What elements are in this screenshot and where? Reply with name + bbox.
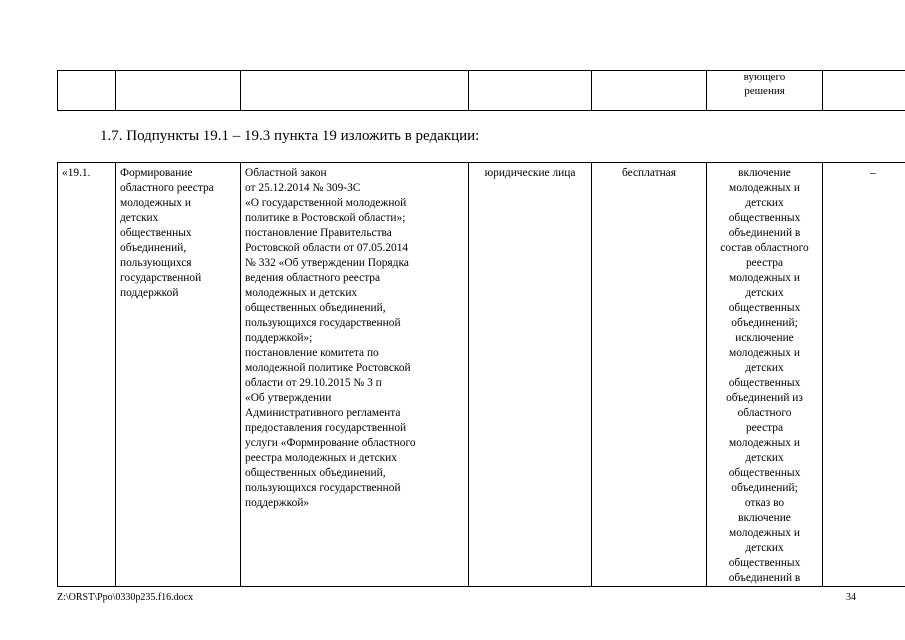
legal-basis: Областной закон от 25.12.2014 № 309-ЗС «О государственной молодежной политике в Ростовской области»; постановление Правительства Ростовской области от 07.05.2014 № 332 «Об утверждении Порядка ведения областного реестра молодежных и детских общественных объединений, пользующихся государственной поддержкой»; постановление комитета по молодежной политике Ростовской области от 29.10.2015 № 3 п «Об утверждении Административного регламента предоставления государственной услуги «Формирование областного реестра молодежных и детских общественных объединений, пользующихся государственной поддержкой» (241, 163, 469, 587)
row-number: «19.1. (58, 163, 116, 587)
last-column-dash: – (823, 163, 905, 587)
footer-file-path: Z:\ORST\Ppo\0330p235.f16.docx (57, 592, 194, 603)
service-result: включение молодежных и детских общественных объединений в состав областного реестра молодежных и детских общественных объединений; исключение молодежных и детских общественных объединений из областного реестра молодежных и детских общественных объединений; отказ во включение молодежных и детских общественных объединений в (707, 163, 823, 587)
top-cell-7 (823, 71, 905, 111)
top-cell-4 (469, 71, 592, 111)
services-table (57, 162, 905, 587)
top-cell-1 (58, 71, 116, 111)
payment-type: бесплатная (592, 163, 707, 587)
top-cell-2 (116, 71, 241, 111)
top-cell-3 (241, 71, 469, 111)
page-number: 34 (846, 592, 856, 603)
section-heading: 1.7. Подпункты 19.1 – 19.3 пункта 19 изложить в редакции: (100, 128, 480, 144)
previous-table-fragment (57, 70, 905, 111)
table-row (58, 163, 905, 587)
applicants: юридические лица (469, 163, 592, 587)
top-cell-6: вующего решения (707, 71, 823, 111)
service-name: Формирование областного реестра молодежных и детских общественных объединений, пользующихся государственной поддержкой (116, 163, 241, 587)
top-cell-5 (592, 71, 707, 111)
